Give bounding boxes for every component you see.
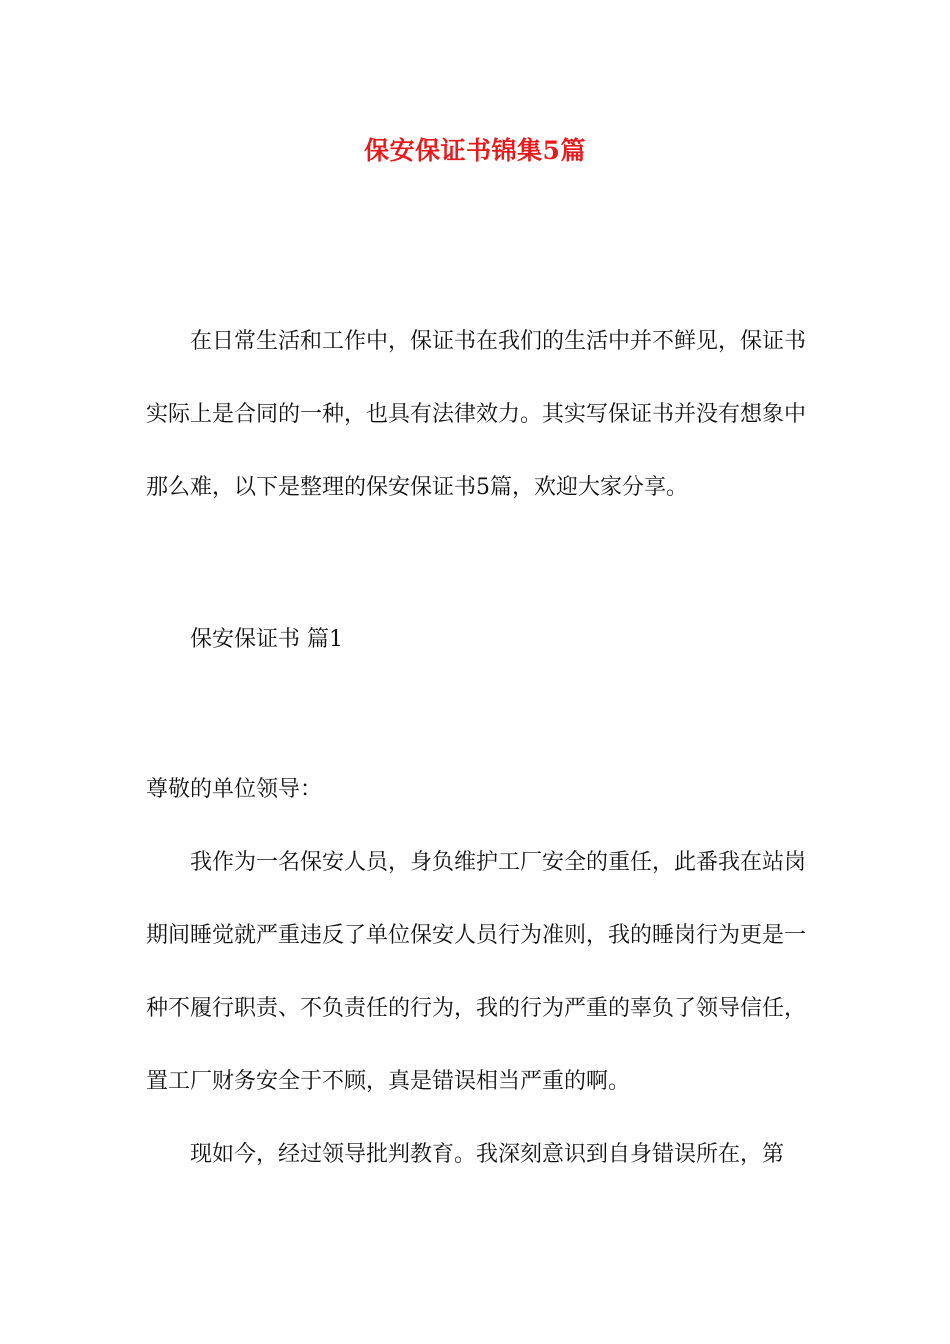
body-paragraph-1: 我作为一名保安人员，身负维护工厂安全的重任，此番我在站岗期间睡觉就严重违反了单位保安人员行为准则，我的睡岗行为更是一种不履行职责、不负责任的行为，我的行为严重的辜负了领导信任，置工厂财务安全于不顾，真是错误相当严重的啊。	[146, 850, 807, 1094]
section-heading: 保安保证书 篇1	[190, 627, 343, 652]
document-title: 保安保证书锦集5篇	[364, 136, 586, 165]
salutation: 尊敬的单位领导：	[146, 777, 323, 802]
body-paragraph-2: 现如今，经过领导批判教育。我深刻意识到自身错误所在，第	[190, 1142, 785, 1167]
intro-paragraph: 在日常生活和工作中，保证书在我们的生活中并不鲜见，保证书实际上是合同的一种，也具有法律效力。其实写保证书并没有想象中那么难，以下是整理的保安保证书5篇，欢迎大家分享。	[146, 329, 807, 500]
